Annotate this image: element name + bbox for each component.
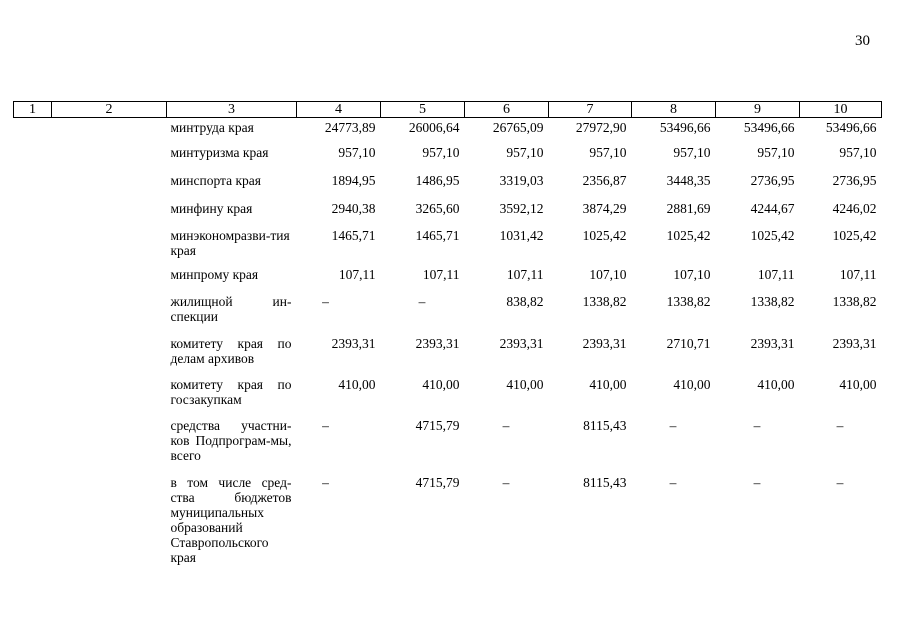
value-cell: 8115,43 bbox=[583, 475, 627, 490]
value-cell: – bbox=[322, 418, 329, 433]
value-cell: 2393,31 bbox=[499, 336, 544, 351]
value-cell: 410,00 bbox=[589, 377, 627, 392]
value-cell: 1338,82 bbox=[750, 294, 795, 309]
value-cell: 1338,82 bbox=[582, 294, 627, 309]
value-cell: 107,10 bbox=[589, 267, 627, 282]
row-label: минфину края bbox=[170, 201, 253, 216]
value-cell: 3592,12 bbox=[499, 201, 544, 216]
value-cell: 2736,95 bbox=[832, 173, 877, 188]
value-cell: – bbox=[418, 294, 426, 309]
value-cell: 410,00 bbox=[757, 377, 795, 392]
table-row bbox=[14, 228, 882, 267]
value-cell: 107,11 bbox=[839, 267, 877, 282]
empty-cell bbox=[52, 294, 167, 334]
value-cell: 3265,60 bbox=[415, 201, 460, 216]
column-header: 10 bbox=[800, 102, 882, 118]
column-header: 6 bbox=[465, 102, 549, 118]
value-cell: 1031,42 bbox=[499, 228, 544, 243]
table-row bbox=[14, 267, 882, 294]
value-cell: 4246,02 bbox=[832, 201, 877, 216]
value-cell: 1465,71 bbox=[331, 228, 376, 243]
value-cell: 27972,90 bbox=[575, 120, 627, 135]
value-cell: 2940,38 bbox=[331, 201, 376, 216]
value-cell: 1338,82 bbox=[666, 294, 711, 309]
column-header: 1 bbox=[14, 102, 52, 118]
value-cell: 2356,87 bbox=[582, 173, 627, 188]
column-header: 5 bbox=[381, 102, 465, 118]
value-cell: 53496,66 bbox=[825, 120, 877, 135]
value-cell: 2736,95 bbox=[750, 173, 795, 188]
value-cell: 957,10 bbox=[839, 145, 877, 160]
value-cell: 24773,89 bbox=[324, 120, 376, 135]
value-cell: 2710,71 bbox=[666, 336, 711, 351]
value-cell: 957,10 bbox=[673, 145, 711, 160]
column-header: 3 bbox=[167, 102, 297, 118]
value-cell: 4715,79 bbox=[415, 418, 460, 433]
value-cell: 4715,79 bbox=[415, 475, 460, 490]
value-cell: – bbox=[669, 475, 677, 490]
value-cell: 3874,29 bbox=[582, 201, 627, 216]
column-header: 9 bbox=[716, 102, 800, 118]
value-cell: 2393,31 bbox=[750, 336, 795, 351]
column-header: 8 bbox=[632, 102, 716, 118]
column-header: 2 bbox=[52, 102, 167, 118]
table-row bbox=[14, 418, 882, 475]
row-label: минэкономразви-тия края bbox=[170, 228, 290, 258]
table-row bbox=[14, 377, 882, 418]
column-number-row bbox=[14, 102, 882, 118]
value-cell: 410,00 bbox=[839, 377, 877, 392]
empty-cell bbox=[52, 118, 167, 145]
empty-cell bbox=[14, 475, 52, 565]
value-cell: 957,10 bbox=[757, 145, 795, 160]
value-cell: 3448,35 bbox=[666, 173, 711, 188]
value-cell: – bbox=[502, 418, 510, 433]
value-cell: – bbox=[836, 418, 844, 433]
empty-cell bbox=[52, 200, 167, 228]
empty-cell bbox=[52, 418, 167, 475]
value-cell: 2393,31 bbox=[331, 336, 376, 351]
empty-cell bbox=[52, 377, 167, 418]
empty-cell bbox=[14, 172, 52, 200]
empty-cell bbox=[52, 334, 167, 377]
value-cell: 410,00 bbox=[506, 377, 544, 392]
table-row bbox=[14, 118, 882, 145]
value-cell: 4244,67 bbox=[750, 201, 795, 216]
budget-table bbox=[13, 101, 882, 565]
value-cell: 2393,31 bbox=[582, 336, 627, 351]
value-cell: 107,11 bbox=[757, 267, 795, 282]
empty-cell bbox=[52, 172, 167, 200]
row-label: минспорта края bbox=[170, 173, 261, 188]
empty-cell bbox=[14, 228, 52, 267]
empty-cell bbox=[52, 267, 167, 294]
value-cell: 26765,09 bbox=[492, 120, 544, 135]
row-label: комитету края по делам архивов bbox=[170, 336, 292, 366]
empty-cell bbox=[14, 294, 52, 334]
value-cell: 1025,42 bbox=[666, 228, 711, 243]
value-cell: 1338,82 bbox=[832, 294, 877, 309]
value-cell: 957,10 bbox=[589, 145, 627, 160]
table-row bbox=[14, 144, 882, 172]
value-cell: – bbox=[753, 418, 761, 433]
value-cell: 53496,66 bbox=[743, 120, 795, 135]
value-cell: – bbox=[669, 418, 677, 433]
value-cell: 410,00 bbox=[422, 377, 460, 392]
value-cell: 2881,69 bbox=[666, 201, 711, 216]
row-label: в том числе сред-ства бюджетов муниципальных образований Ставропольского края bbox=[170, 475, 292, 565]
table-body bbox=[14, 118, 882, 566]
value-cell: 26006,64 bbox=[408, 120, 460, 135]
value-cell: 8115,43 bbox=[583, 418, 627, 433]
value-cell: 957,10 bbox=[506, 145, 544, 160]
value-cell: 1025,42 bbox=[750, 228, 795, 243]
value-cell: – bbox=[322, 475, 329, 490]
value-cell: 957,10 bbox=[338, 145, 376, 160]
value-cell: 410,00 bbox=[338, 377, 376, 392]
empty-cell bbox=[14, 118, 52, 145]
table-row bbox=[14, 172, 882, 200]
row-label: средства участни-ков Подпрограм-мы, всего bbox=[170, 418, 292, 463]
column-header: 7 bbox=[549, 102, 632, 118]
value-cell: 107,10 bbox=[673, 267, 711, 282]
value-cell: 53496,66 bbox=[659, 120, 711, 135]
value-cell: 2393,31 bbox=[415, 336, 460, 351]
empty-cell bbox=[52, 228, 167, 267]
empty-cell bbox=[14, 267, 52, 294]
empty-cell bbox=[14, 334, 52, 377]
value-cell: 2393,31 bbox=[832, 336, 877, 351]
value-cell: 838,82 bbox=[506, 294, 544, 309]
value-cell: – bbox=[836, 475, 844, 490]
value-cell: 107,11 bbox=[338, 267, 376, 282]
empty-cell bbox=[14, 144, 52, 172]
value-cell: 1486,95 bbox=[415, 173, 460, 188]
value-cell: 957,10 bbox=[422, 145, 460, 160]
value-cell: – bbox=[502, 475, 510, 490]
value-cell: 1025,42 bbox=[832, 228, 877, 243]
row-label: минтруда края bbox=[170, 120, 254, 135]
empty-cell bbox=[14, 418, 52, 475]
value-cell: 410,00 bbox=[673, 377, 711, 392]
empty-cell bbox=[14, 377, 52, 418]
table-row bbox=[14, 200, 882, 228]
value-cell: – bbox=[322, 294, 329, 309]
value-cell: 3319,03 bbox=[499, 173, 544, 188]
empty-cell bbox=[14, 200, 52, 228]
row-label: минпрому края bbox=[170, 267, 259, 282]
value-cell: 1025,42 bbox=[582, 228, 627, 243]
table-row bbox=[14, 475, 882, 565]
row-label: комитету края по госзакупкам bbox=[170, 377, 292, 407]
empty-cell bbox=[52, 144, 167, 172]
table-row bbox=[14, 294, 882, 334]
column-header: 4 bbox=[297, 102, 381, 118]
value-cell: 1894,95 bbox=[331, 173, 376, 188]
value-cell: – bbox=[753, 475, 761, 490]
row-label: жилищной ин-спекции bbox=[170, 294, 292, 324]
value-cell: 107,11 bbox=[506, 267, 544, 282]
empty-cell bbox=[52, 475, 167, 565]
value-cell: 1465,71 bbox=[415, 228, 460, 243]
page-number: 30 bbox=[855, 33, 870, 49]
row-label: минтуризма края bbox=[170, 145, 269, 160]
table-row bbox=[14, 334, 882, 377]
value-cell: 107,11 bbox=[422, 267, 460, 282]
